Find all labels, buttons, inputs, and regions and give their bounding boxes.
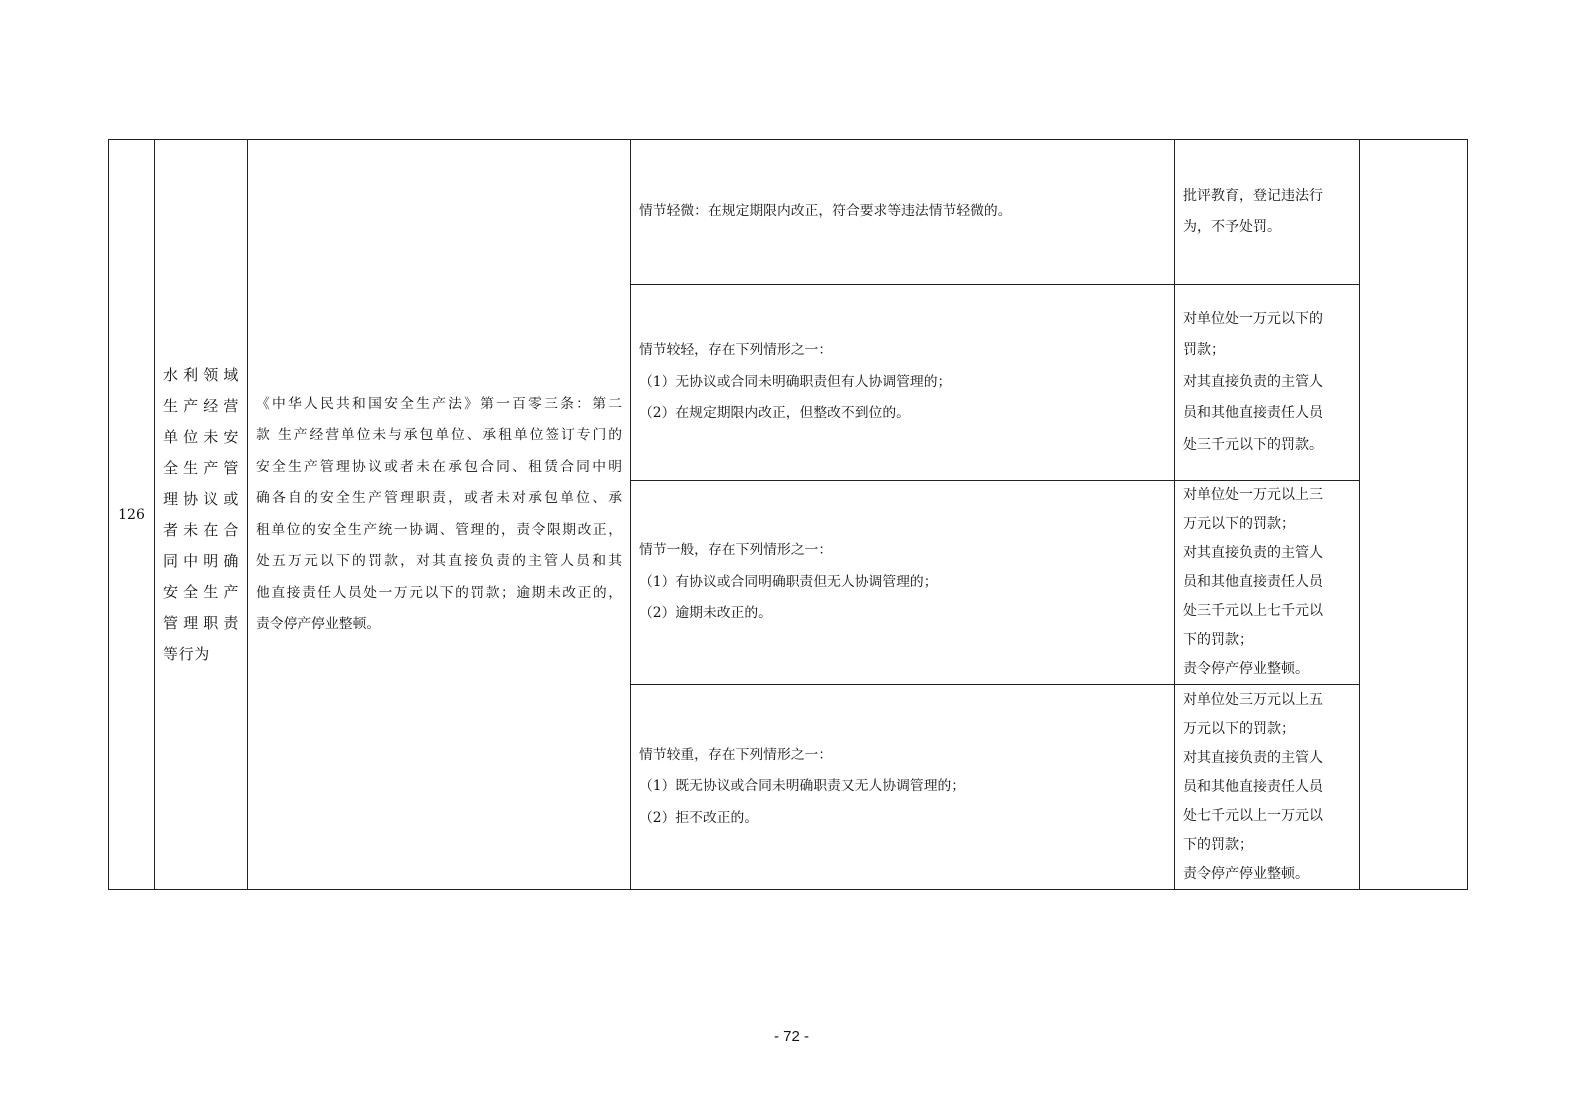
penalty-standard-line: 对单位处三万元以上五 bbox=[1183, 691, 1323, 708]
penalty-standard-cell bbox=[1175, 140, 1360, 285]
circumstance-line: （2）逾期未改正的。 bbox=[639, 605, 772, 622]
table-row bbox=[109, 140, 1468, 285]
circumstance-cell bbox=[631, 481, 1175, 685]
penalty-standard-line: 对单位处一万元以上三 bbox=[1183, 487, 1323, 503]
circumstance-line: 情节轻微：在规定期限内改正，符合要求等违法情节轻微的。 bbox=[639, 203, 1012, 220]
penalty-standard-line: 万元以下的罚款； bbox=[1183, 516, 1295, 532]
legal-basis-line: 他直接责任人员处一万元以下的罚款；逾期未改正的， bbox=[256, 584, 622, 601]
penalty-standard-line: 批评教育，登记违法行 bbox=[1183, 187, 1323, 204]
violation-name-line: 生产经营 bbox=[163, 396, 239, 415]
penalty-standard-line: 下的罚款； bbox=[1183, 632, 1253, 648]
penalty-standard-line: 员和其他直接责任人员 bbox=[1183, 778, 1323, 795]
violation-name-line: 者未在合 bbox=[163, 520, 239, 539]
penalty-standard-line: 对单位处一万元以下的 bbox=[1183, 310, 1323, 327]
penalty-standard-line: 下的罚款； bbox=[1183, 836, 1253, 853]
violation-name-line: 全生产管 bbox=[163, 458, 239, 477]
circumstance-line: （1）既无协议或合同未明确职责又无人协调管理的； bbox=[639, 778, 966, 795]
legal-basis-line: 确各自的安全生产管理职责，或者未对承包单位、承 bbox=[256, 490, 622, 506]
circumstance-line: 情节一般，存在下列情形之一： bbox=[639, 542, 833, 559]
violation-name-line: 安全生产 bbox=[163, 582, 239, 601]
circumstance-line: 情节较重，存在下列情形之一： bbox=[639, 746, 833, 763]
circumstance-cell bbox=[631, 140, 1175, 285]
penalty-standard-cell bbox=[1175, 285, 1360, 481]
penalty-standard-line: 罚款； bbox=[1183, 342, 1225, 359]
legal-basis-line: 安全生产管理协议或者未在承包合同、租赁合同中明 bbox=[256, 458, 622, 475]
penalty-table bbox=[108, 139, 1468, 890]
penalty-standard-line: 对其直接负责的主管人 bbox=[1183, 373, 1323, 390]
penalty-standard-line: 处七千元以上一万元以 bbox=[1183, 807, 1323, 824]
penalty-standard-cell bbox=[1175, 685, 1360, 890]
legal-basis-line: 处五万元以下的罚款，对其直接负责的主管人员和其 bbox=[256, 553, 622, 569]
violation-name-line: 管理职责 bbox=[163, 613, 239, 632]
penalty-standard-line: 责令停产停业整顿。 bbox=[1183, 865, 1309, 882]
remarks-cell bbox=[1360, 140, 1468, 890]
legal-basis-line: 《中华人民共和国安全生产法》第一百零三条：第二 bbox=[256, 395, 622, 412]
legal-basis-line: 租单位的安全生产统一协调、管理的，责令限期改正， bbox=[256, 521, 622, 538]
circumstance-line: （2）拒不改正的。 bbox=[639, 809, 759, 826]
violation-name-line: 等行为 bbox=[163, 644, 210, 663]
penalty-standard-line: 处三千元以下的罚款。 bbox=[1183, 436, 1323, 453]
penalty-standard-line: 对其直接负责的主管人 bbox=[1183, 749, 1323, 766]
violation-name-line: 单位未安 bbox=[163, 427, 239, 446]
penalty-standard-line: 为，不予处罚。 bbox=[1183, 219, 1281, 235]
penalty-standard-line: 责令停产停业整顿。 bbox=[1183, 661, 1309, 677]
penalty-standard-cell bbox=[1175, 481, 1360, 685]
penalty-standard-line: 对其直接负责的主管人 bbox=[1183, 545, 1323, 561]
circumstance-line: 情节较轻，存在下列情形之一： bbox=[639, 342, 833, 359]
violation-name-line: 水利领域 bbox=[163, 365, 239, 384]
circumstance-line: （1）无协议或合同未明确职责但有人协调管理的； bbox=[639, 373, 952, 390]
circumstance-cell bbox=[631, 685, 1175, 890]
penalty-standard-line: 处三千元以上七千元以 bbox=[1183, 603, 1323, 619]
circumstance-line: （2）在规定期限内改正，但整改不到位的。 bbox=[639, 405, 910, 422]
legal-basis-line: 责令停产停业整顿。 bbox=[256, 616, 381, 632]
penalty-standard-line: 员和其他直接责任人员 bbox=[1183, 405, 1323, 422]
violation-name-line: 同中明确 bbox=[163, 551, 239, 570]
legal-basis bbox=[248, 140, 631, 890]
row-number: 126 bbox=[109, 140, 155, 890]
violation-name bbox=[155, 140, 248, 890]
circumstance-cell bbox=[631, 285, 1175, 481]
penalty-standard-line: 万元以下的罚款； bbox=[1183, 720, 1295, 737]
violation-name-line: 理协议或 bbox=[163, 489, 239, 508]
page-number: - 72 - bbox=[773, 1028, 809, 1045]
legal-basis-line: 款 生产经营单位未与承包单位、承租单位签订专门的 bbox=[256, 427, 622, 443]
circumstance-line: （1）有协议或合同明确职责但无人协调管理的； bbox=[639, 573, 938, 590]
penalty-standard-line: 员和其他直接责任人员 bbox=[1183, 574, 1323, 590]
